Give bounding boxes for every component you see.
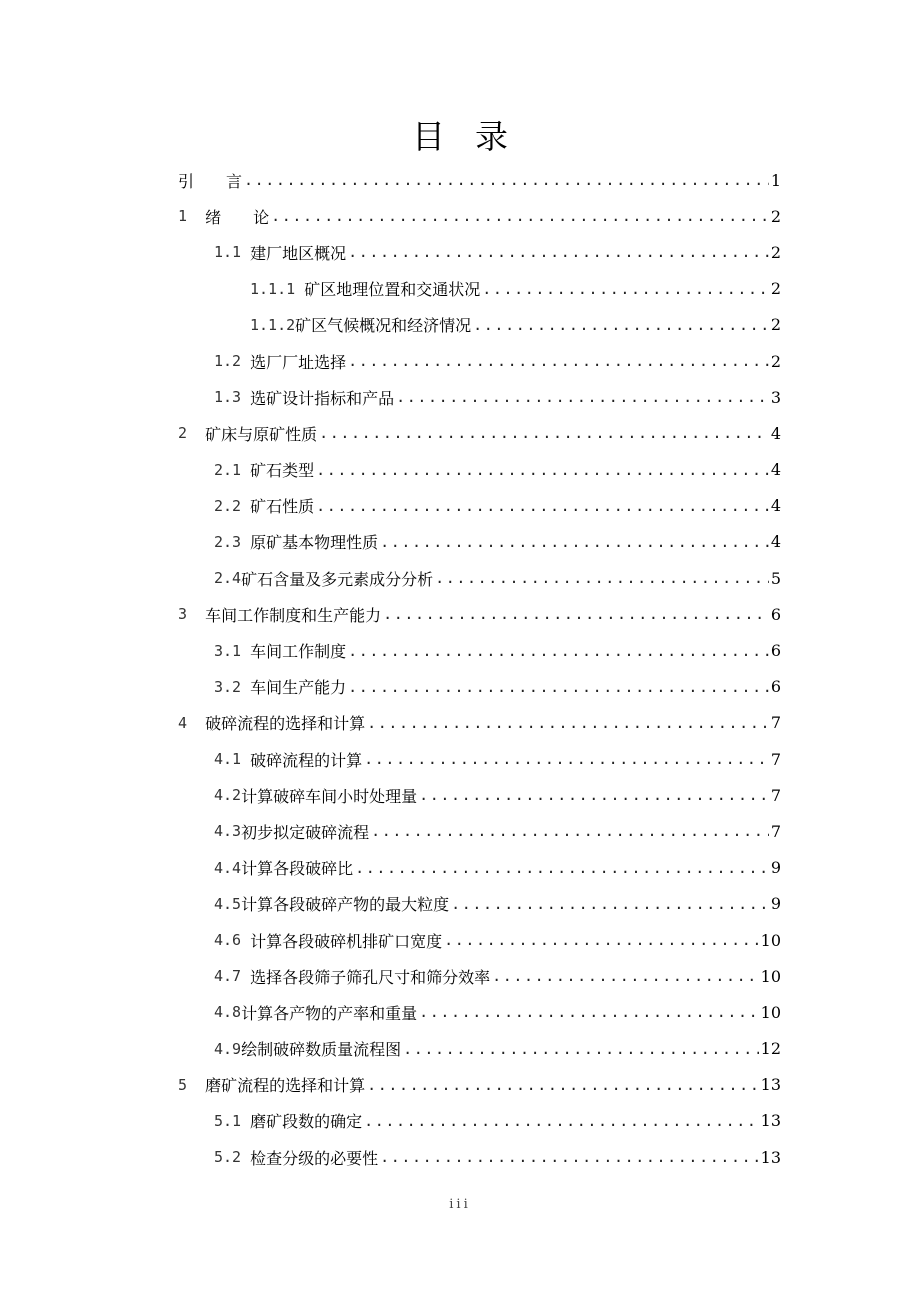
toc-entry-number: 4.4 [214,858,242,877]
toc-entry-title: 破碎流程的选择和计算 [205,714,366,734]
toc-entry[interactable] [0,415,920,451]
toc-entry-title: 矿石性质 [250,497,315,517]
toc-entry-number: 3 [178,605,206,624]
toc-entry-page: 7 [770,713,781,733]
toc-dot-leader [482,280,769,298]
toc-entry-number: 4.7 [214,967,251,986]
toc-entry-page: 5 [770,568,781,588]
toc-entry-title: 绪 论 [205,207,270,227]
toc-entry-title: 原矿基本物理性质 [250,533,379,553]
toc-entry[interactable] [0,560,920,596]
toc-entry-page: 6 [770,641,781,661]
toc-entry[interactable] [0,1103,920,1139]
toc-entry-number: 1.1 [214,243,251,262]
toc-entry[interactable] [0,488,920,524]
toc-dot-leader [364,1112,759,1130]
toc-entry-number: 1.1.2 [250,315,296,334]
toc-entry-title: 车间工作制度和生产能力 [205,605,382,625]
toc-entry-title: 引 言 [178,171,243,191]
toc-entry-page: 9 [770,894,781,914]
toc-dot-leader [403,1040,759,1058]
toc-entry[interactable] [0,886,920,922]
toc-entry-page: 2 [770,315,781,335]
toc-entry[interactable] [0,198,920,234]
toc-entry-page: 4 [770,423,781,443]
toc-entry-title: 破碎流程的计算 [250,750,363,770]
toc-dot-leader [271,207,769,225]
toc-entry-page: 2 [770,351,781,371]
toc-entry-number: 3.2 [214,677,251,696]
toc-entry-page: 10 [760,930,781,950]
toc-entry-number: 5 [178,1075,206,1094]
toc-entry-title: 车间工作制度 [250,642,347,662]
toc-entry-number: 4.5 [214,894,242,913]
toc-entry-page: 6 [770,604,781,624]
page-title: 目录 [412,117,538,156]
toc-entry-page: 10 [760,1002,781,1022]
toc-entry-number: 3.1 [214,641,251,660]
toc-dot-leader [383,605,769,623]
toc-entry-title: 磨矿流程的选择和计算 [205,1076,366,1096]
toc-dot-leader [380,533,769,551]
toc-entry-page: 7 [770,785,781,805]
toc-entry-number: 2.4 [214,569,242,588]
toc-dot-leader [451,895,769,913]
toc-entry[interactable] [0,307,920,343]
toc-dot-leader [367,714,769,732]
toc-dot-leader [348,678,769,696]
toc-dot-leader [371,822,769,840]
toc-dot-leader [348,642,769,660]
toc-dot-leader [419,786,769,804]
toc-entry[interactable] [0,1067,920,1103]
toc-entry-number: 4 [178,713,206,732]
toc-entry-page: 13 [760,1147,781,1167]
toc-entry-number: 4.1 [214,750,251,769]
toc-entry-title: 矿床与原矿性质 [205,424,318,444]
toc-entry-page: 2 [770,206,781,226]
toc-dot-leader [348,243,769,261]
toc-entry[interactable] [0,379,920,415]
toc-entry-title: 选矿设计指标和产品 [250,388,395,408]
table-of-contents [0,162,920,1175]
toc-entry[interactable] [0,452,920,488]
toc-entry[interactable] [0,596,920,632]
toc-entry[interactable] [0,813,920,849]
toc-entry[interactable] [0,958,920,994]
toc-entry-title: 计算各产物的产率和重量 [241,1003,418,1023]
toc-entry-page: 13 [760,1111,781,1131]
toc-entry-page: 7 [770,821,781,841]
toc-entry[interactable] [0,1139,920,1175]
toc-entry-number: 4.2 [214,786,242,805]
toc-entry[interactable] [0,669,920,705]
toc-entry[interactable] [0,994,920,1030]
toc-entry-title: 计算各段破碎机排矿口宽度 [250,931,443,951]
toc-entry[interactable] [0,741,920,777]
toc-entry-title: 矿石类型 [250,461,315,481]
toc-entry-title: 计算各段破碎产物的最大粒度 [241,895,450,915]
toc-entry-page: 6 [770,677,781,697]
toc-entry-page: 1 [770,170,781,190]
toc-entry[interactable] [0,922,920,958]
toc-entry[interactable] [0,850,920,886]
toc-entry-title: 选择各段筛子筛孔尺寸和筛分效率 [250,967,491,987]
toc-dot-leader [473,316,769,334]
toc-entry[interactable] [0,705,920,741]
toc-entry-number: 5.1 [214,1111,251,1130]
toc-dot-leader [348,352,769,370]
toc-entry-title: 矿区地理位置和交通状况 [304,280,481,300]
toc-dot-leader [316,497,769,515]
toc-entry[interactable] [0,271,920,307]
toc-entry-number: 4.6 [214,931,251,950]
toc-entry-number: 1.2 [214,352,251,371]
toc-entry[interactable] [0,162,920,198]
toc-dot-leader [419,1003,759,1021]
toc-entry-page: 2 [770,279,781,299]
toc-entry-page: 12 [760,1039,781,1059]
toc-entry-number: 1.1.1 [250,279,305,298]
toc-entry-number: 4.3 [214,822,242,841]
toc-entry-number: 2.2 [214,496,251,515]
toc-entry-page: 13 [760,1075,781,1095]
toc-entry-title: 建厂地区概况 [250,243,347,263]
toc-entry-page: 3 [770,387,781,407]
toc-entry-number: 1.3 [214,388,251,407]
toc-dot-leader [316,461,769,479]
toc-dot-leader [319,424,769,442]
toc-entry-title: 选厂厂址选择 [250,352,347,372]
toc-entry-page: 9 [770,858,781,878]
toc-entry-page: 7 [770,749,781,769]
toc-dot-leader [492,967,759,985]
toc-dot-leader [444,931,759,949]
toc-entry-title: 初步拟定破碎流程 [241,822,370,842]
toc-entry-page: 10 [760,966,781,986]
toc-entry[interactable] [0,343,920,379]
toc-entry-number: 4.9 [214,1039,242,1058]
toc-entry-title: 检查分级的必要性 [250,1148,379,1168]
toc-entry[interactable] [0,632,920,668]
toc-dot-leader [380,1148,759,1166]
toc-entry-title: 绘制破碎数质量流程图 [241,1040,402,1060]
toc-entry-number: 5.2 [214,1148,251,1167]
toc-entry-number: 1 [178,207,206,226]
toc-entry-number: 2.3 [214,532,251,551]
toc-dot-leader [396,388,769,406]
toc-entry-title: 计算各段破碎比 [241,859,354,879]
toc-entry-title: 计算破碎车间小时处理量 [241,786,418,806]
toc-entry-title: 车间生产能力 [250,678,347,698]
toc-entry-title: 磨矿段数的确定 [250,1112,363,1132]
toc-entry-page: 4 [770,460,781,480]
toc-entry[interactable] [0,777,920,813]
toc-entry-page: 2 [770,242,781,262]
page-footer-number: iii [449,1197,471,1212]
toc-entry-number: 2.1 [214,460,251,479]
toc-dot-leader [244,171,769,189]
toc-entry-title: 矿石含量及多元素成分分析 [241,569,434,589]
toc-entry[interactable] [0,524,920,560]
toc-entry[interactable] [0,234,920,270]
toc-entry[interactable] [0,1031,920,1067]
toc-entry-number: 4.8 [214,1003,242,1022]
toc-entry-title: 矿区气候概况和经济情况 [295,316,472,336]
toc-dot-leader [355,859,769,877]
toc-dot-leader [435,569,769,587]
toc-dot-leader [367,1076,759,1094]
toc-dot-leader [364,750,769,768]
toc-entry-number: 2 [178,424,206,443]
toc-entry-page: 4 [770,532,781,552]
toc-entry-page: 4 [770,496,781,516]
